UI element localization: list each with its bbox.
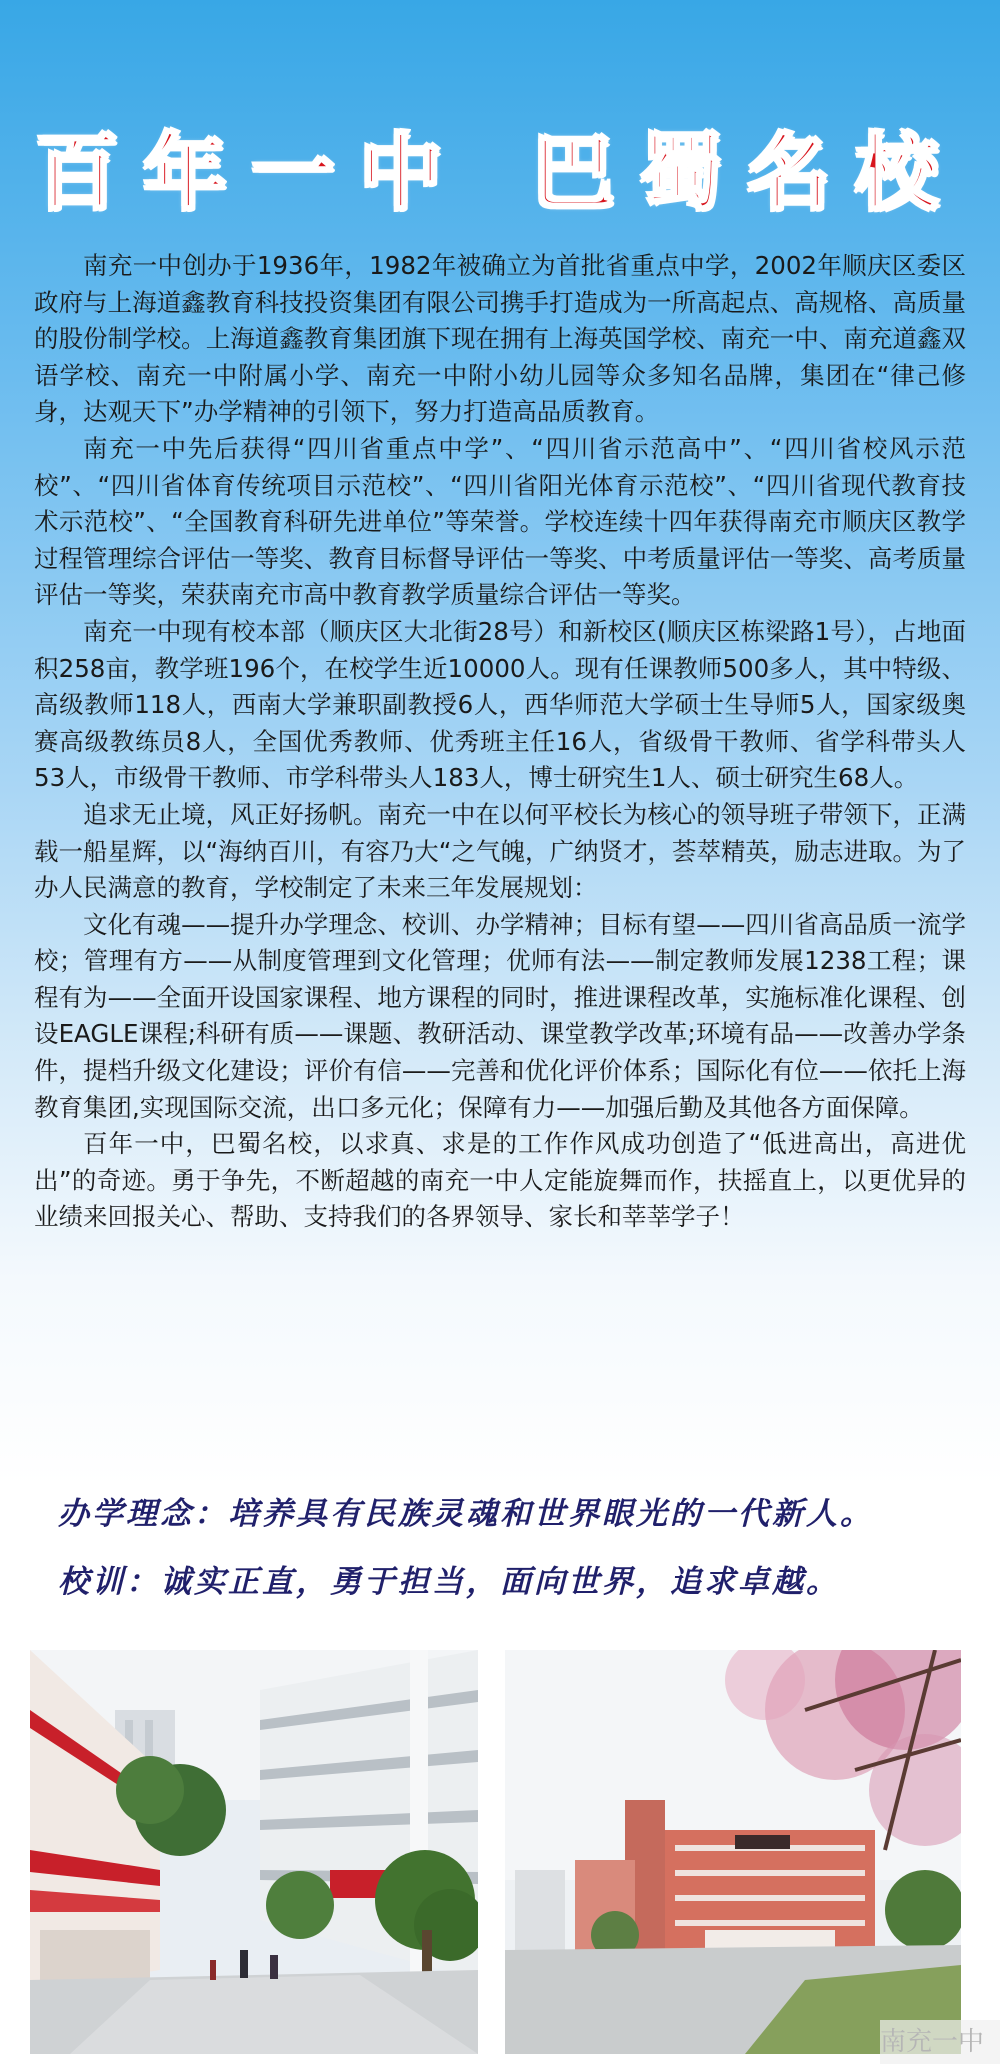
paragraph-plan: 文化有魂——提升办学理念、校训、办学精神；目标有望——四川省高品质一流学校；管理有方——从制度管理到文化管理；优师有法——制定教师发展1238工程；课程有为——全面开设国家课程、地方课程的同时，推进课程改革，实施标准化课程、创设EAGLE课程;科研有质——课题、教研活动、课堂教学改革;环境有品——改善办学条件，提档升级文化建设；评价有信——完善和优化评价体系；国际化有位——依托上海教育集团,实现国际交流，出口多元化；保障有力——加强后勤及其他各方面保障。 xyxy=(34,909,966,1122)
paragraph-campus: 南充一中现有校本部（顺庆区大北街28号）和新校区(顺庆区栋梁路1号），占地面积258亩，教学班196个，在校学生近10000人。现有任课教师500多人，其中特级、高级教师118人，西南大学兼职副教授6人，西华师范大学硕士生导师5人，国家级奥赛高级教练员8人，全国优秀教师、优秀班主任16人，省级骨干教师、省学科带头人53人，市级骨干教师、市学科带头人183人，博士研究生1人、硕士研究生68人。 xyxy=(34,616,966,793)
campus-building-illustration xyxy=(505,1650,961,2054)
paragraph-founding: 南充一中创办于1936年，1982年被确立为首批省重点中学，2002年顺庆区委区政府与上海道鑫教育科技投资集团有限公司携手打造成为一所高起点、高规格、高质量的股份制学校。上海道鑫教育集团旗下现在拥有上海英国学校、南充一中、南充道鑫双语学校、南充一中附属小学、南充一中附小幼儿园等众多知名品牌，集团在“律己修身，达观天下”办学精神的引领下，努力打造高品质教育。 xyxy=(34,251,966,427)
school-motto: 校训：诚实正直，勇于担当，面向世界，追求卓越。 xyxy=(58,1564,840,1600)
watermark: 南充一中 xyxy=(880,2020,1000,2064)
campus-corridor-photo xyxy=(30,1650,478,2054)
introduction-text xyxy=(34,248,966,1236)
paragraph-closing: 百年一中，巴蜀名校，以求真、求是的工作作风成功创造了“低进高出，高进优出”的奇迹。勇于争先，不断超越的南充一中人定能旋舞而作，扶摇直上，以更优异的业绩来回报关心、帮助、支持我们的各界领导、家长和莘莘学子！ xyxy=(34,1129,966,1232)
campus-building-photo xyxy=(505,1650,961,2054)
headline-left: 百年一中 xyxy=(35,125,468,221)
campus-corridor-illustration xyxy=(30,1650,478,2054)
school-philosophy: 办学理念：培养具有民族灵魂和世界眼光的一代新人。 xyxy=(58,1496,874,1532)
paragraph-honors: 南充一中先后获得“四川省重点中学”、“四川省示范高中”、“四川省校风示范校”、“四川省体育传统项目示范校”、“四川省阳光体育示范校”、“四川省现代教育技术示范校”、“全国教育科研先进单位”等荣誉。学校连续十四年获得南充市顺庆区教学过程管理综合评估一等奖、教育目标督导评估一等奖、中考质量评估一等奖、高考质量评估一等奖，荣获南充市高中教育教学质量综合评估一等奖。 xyxy=(34,433,966,610)
headline-right: 巴蜀名校 xyxy=(532,125,965,221)
page-headline xyxy=(0,118,1000,228)
paragraph-leadership: 追求无止境，风正好扬帆。南充一中在以何平校长为核心的领导班子带领下，正满载一船星辉，以“海纳百川，有容乃大“之气魄，广纳贤才，荟萃精英，励志进取。为了办人民满意的教育，学校制定了未来三年发展规划： xyxy=(34,799,966,903)
